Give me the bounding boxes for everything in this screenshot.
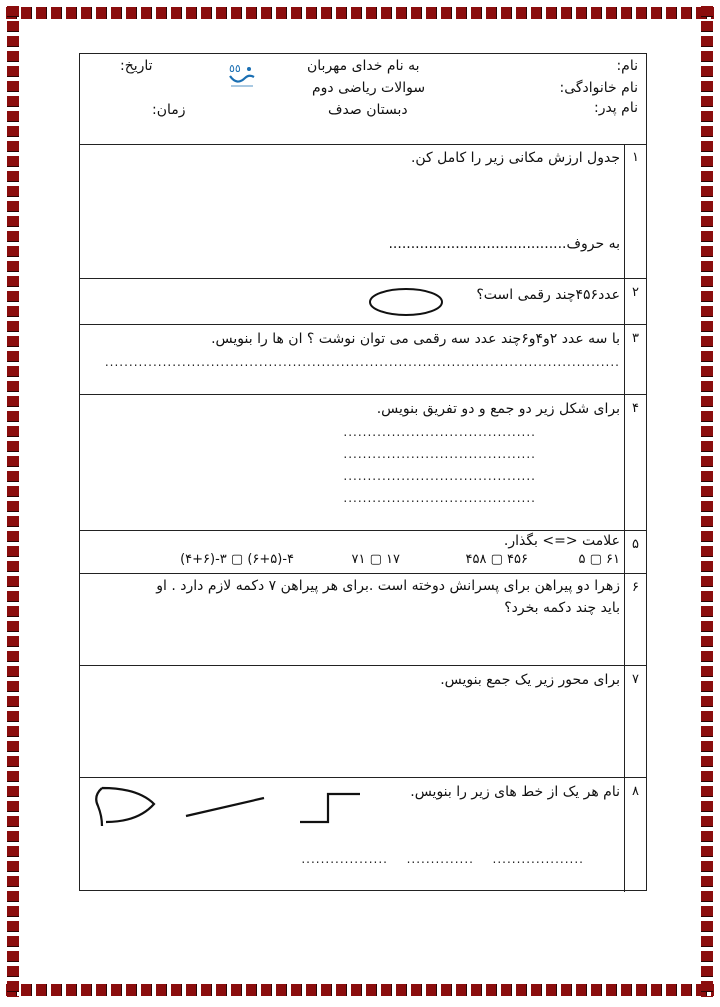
comparison-item[interactable]: ۶۱ ▢ ۵ [578, 552, 620, 567]
straight-line-shape [180, 792, 270, 822]
question-text: جدول ارزش مکانی زیر را کامل کن. [410, 150, 620, 166]
question-text: نام هر یک از خط های زیر را بنویس. [410, 784, 620, 800]
curved-line-shape [88, 782, 158, 832]
answer-line[interactable]: ........................................ [343, 469, 536, 483]
header-subtitle: سوالات ریاضی دوم [312, 80, 426, 96]
question-text: زهرا دو پیراهن برای پسرانش دوخته است .برای هر پیراهن ۷ دکمه لازم دارد . او [156, 578, 620, 594]
question-number: ۱ [624, 144, 646, 278]
answer-line[interactable]: .................. [301, 852, 388, 866]
answer-line[interactable]: ........................................ [343, 447, 536, 461]
comparison-item[interactable]: ۴-(۶+۵) ▢ ۳-(۴+۶) [180, 552, 294, 567]
decorative-border-bottom [6, 983, 714, 997]
school-logo-icon [227, 60, 257, 88]
father-label: نام پدر: [593, 100, 638, 116]
question-row-1 [80, 144, 646, 279]
header-title: به نام خدای مهربان [307, 58, 420, 74]
question-text: با سه عدد ۲و۴و۶چند عدد سه رقمی می توان نوشت ؟ ان ها را بنویس. [211, 331, 620, 347]
question-row-6 [80, 574, 646, 666]
comparison-item[interactable]: ۴۵۶ ▢ ۴۵۸ [465, 552, 528, 567]
question-row-3 [80, 325, 646, 395]
question-text: عدد۴۵۶چند رقمی است؟ [476, 287, 620, 303]
question-text: برای شکل زیر دو جمع و دو تفریق بنویس. [376, 401, 620, 417]
family-label: نام خانوادگی: [559, 80, 638, 96]
exam-sheet [79, 53, 647, 891]
question-number: ۲ [624, 279, 646, 324]
answer-line[interactable]: ........................................................................................................... [104, 355, 620, 369]
answer-line[interactable]: .............. [406, 852, 474, 866]
school-name: دبستان صدف [328, 102, 408, 118]
answer-line[interactable]: ................... [492, 852, 584, 866]
question-row-4 [80, 395, 646, 531]
question-row-2 [80, 279, 646, 325]
question-number: ۳ [624, 325, 646, 394]
svg-text:٥٥: ٥٥ [229, 62, 241, 75]
date-label: تاریخ: [120, 58, 153, 74]
question-number: ۷ [624, 666, 646, 777]
exam-header [80, 54, 646, 145]
answer-line[interactable]: ........................................ [343, 491, 536, 505]
question-row-5 [80, 531, 646, 574]
broken-line-shape [298, 788, 362, 828]
question-text: برای محور زیر یک جمع بنویس. [440, 672, 620, 688]
name-label: نام: [616, 58, 638, 74]
comparison-item[interactable]: ۱۷ ▢ ۷۱ [351, 552, 400, 567]
decorative-border-right [700, 6, 714, 997]
question-row-8 [80, 778, 646, 892]
question-row-7 [80, 666, 646, 778]
question-number: ۴ [624, 395, 646, 530]
question-number: ۵ [624, 531, 646, 573]
answer-line[interactable]: ........................................ [343, 425, 536, 439]
answer-oval-icon[interactable] [368, 287, 444, 317]
question-text: علامت <=> بگذار. [503, 533, 620, 549]
decorative-border-top [6, 6, 714, 20]
answer-line[interactable]: به حروف........................................ [388, 236, 620, 252]
question-text-continued: باید چند دکمه بخرد؟ [504, 600, 620, 616]
question-number: ۶ [624, 574, 646, 665]
decorative-border-left [6, 6, 20, 997]
time-label: زمان: [152, 102, 186, 118]
question-number: ۸ [624, 778, 646, 892]
